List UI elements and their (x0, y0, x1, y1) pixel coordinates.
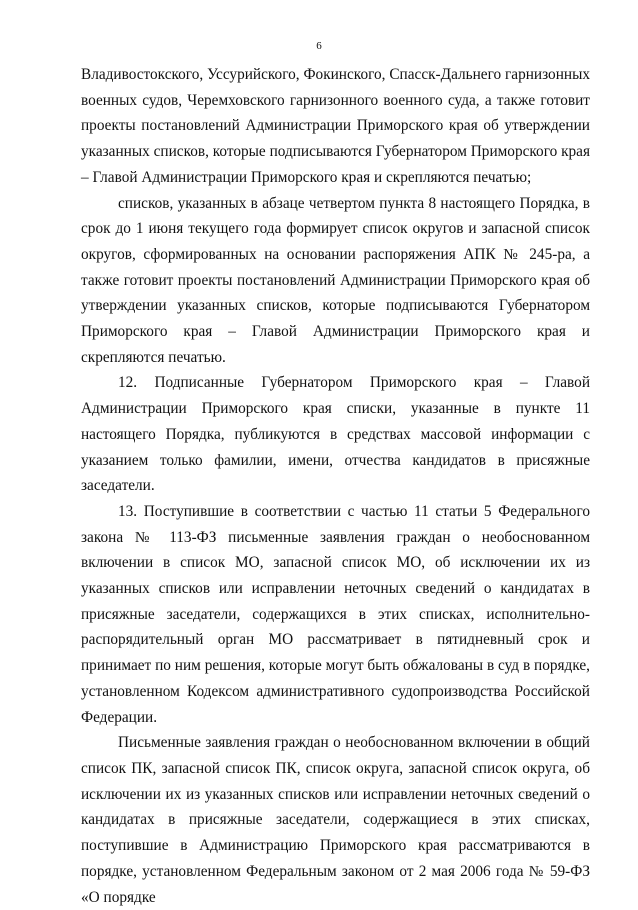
paragraph-item-12: 12. Подписанные Губернатором Приморского края – Главой Администрации Приморского края списки, указанные в пункте 11 настоящего Порядка, публикуются в средствах массовой информации с указанием только фамилии, имени, отчества кандидатов в присяжные заседатели. (81, 374, 590, 495)
paragraph-continuation: Владивостокского, Уссурийского, Фокинского, Спасск-Дальнего гарнизонных военных судов, Черемховского гарнизонного военного суда, а также готовит проекты постановлений Администрации Приморского края об утверждении указанных списков, которые подписываются Губернатором Приморского края – Главой Администрации Приморского края и скрепляются печатью; (81, 66, 590, 186)
paragraph-written-applications: Письменные заявления граждан о необоснованном включении в общий список ПК, запасной список ПК, список округа, запасной список округа, об исключении их из указанных списков или исправлении неточных сведений о кандидатах в присяжные заседатели, содержащиеся в этих списках, поступившие в Администрацию Приморского края рассматриваются в порядке, установленном Федеральным законом от 2 мая 2006 года № 59-ФЗ «О порядке (81, 734, 590, 906)
document-body (81, 62, 590, 910)
paragraph-lists-of-districts: списков, указанных в абзаце четвертом пункта 8 настоящего Порядка, в срок до 1 июня текущего года формирует список округов и запасной список округов, сформированных на основании распоряжения АПК № 245-ра, а также готовит проекты постановлений Администрации Приморского края об утверждении указанных списков, которые подписываются Губернатором Приморского края – Главой Администрации Приморского края и скрепляются печатью. (81, 194, 590, 366)
page-number: 6 (316, 40, 322, 52)
paragraph-item-13: 13. Поступившие в соответствии с частью 11 статьи 5 Федерального закона № 113-ФЗ письменные заявления граждан о необоснованном включении в список МО, запасной список МО, об исключении их из указанных списков или исправлении неточных сведений о кандидатах в присяжные заседатели, содержащихся в этих списках, исполнительно-распорядительный орган МО рассматривает в пятидневный срок и принимает по ним решения, которые могут быть обжалованы в суд в порядке, установленном Кодексом административного судопроизводства Российской Федерации. (81, 502, 590, 726)
